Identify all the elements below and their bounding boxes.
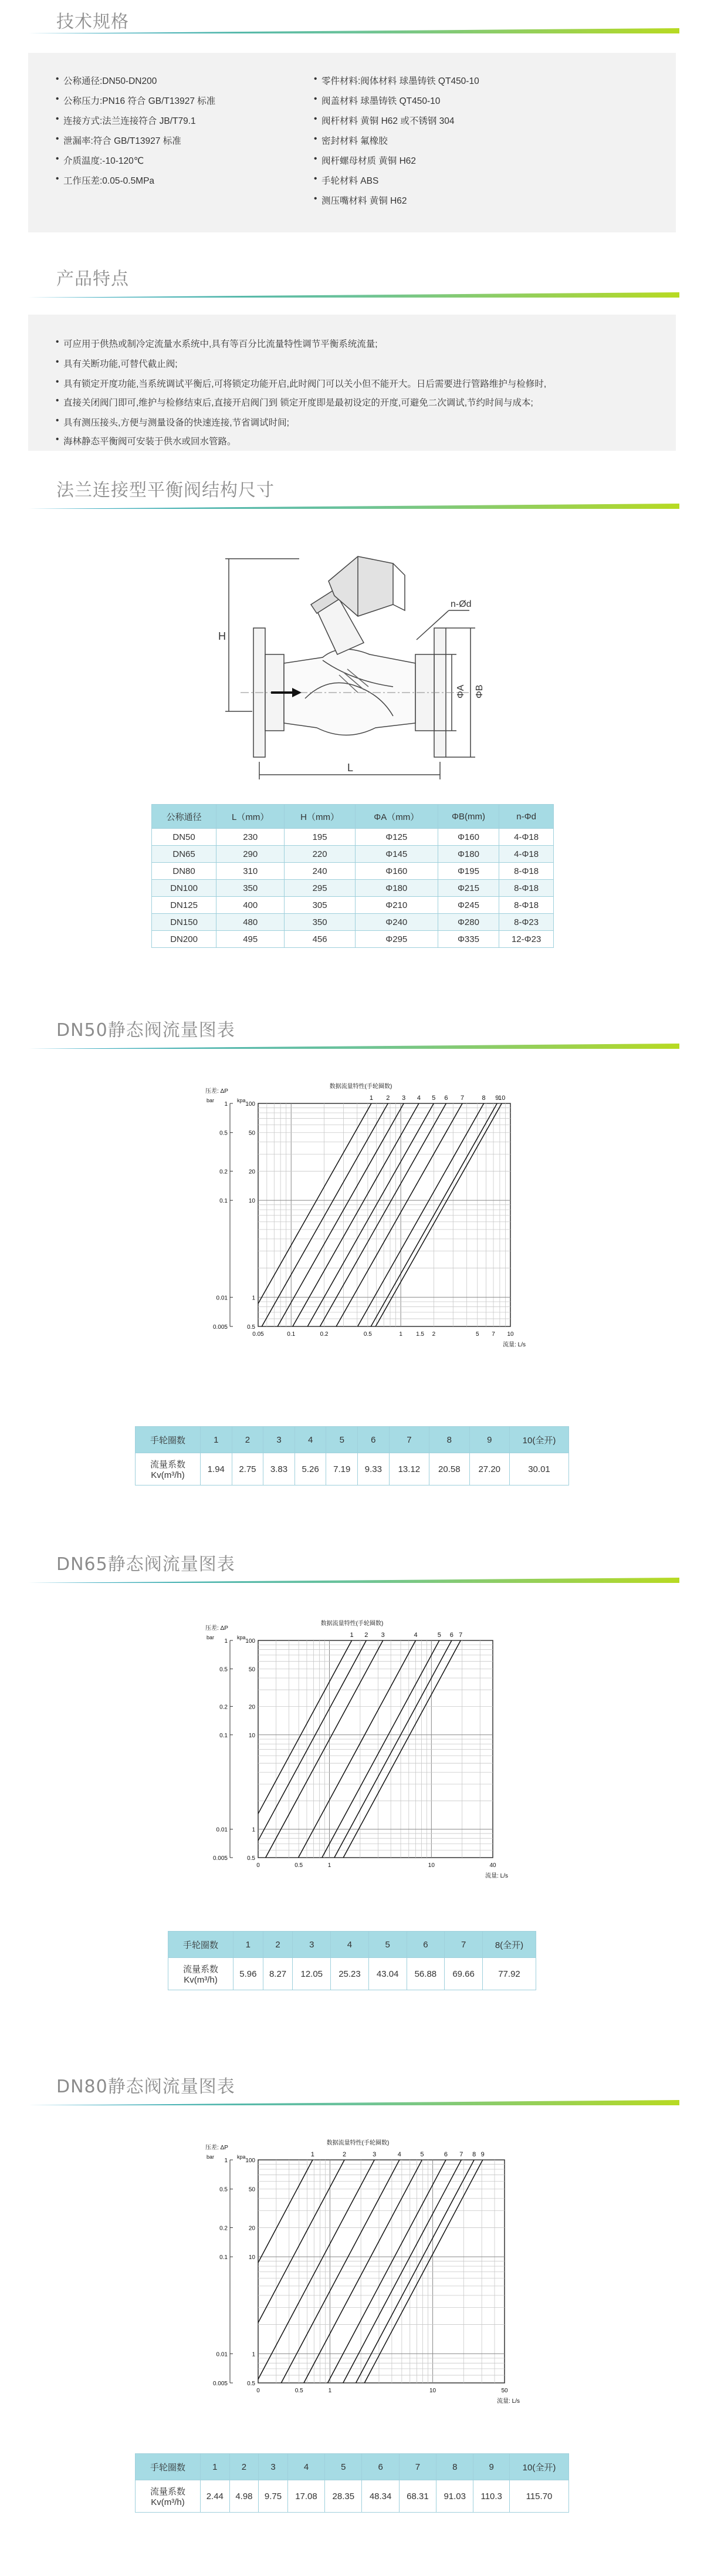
x-tick-label: 0.5 bbox=[295, 2388, 303, 2394]
kpa-tick-label: 100 bbox=[245, 1638, 255, 1645]
table-cell: 240 bbox=[285, 863, 356, 880]
chart-title: 数据流量特性(手轮圈数) bbox=[326, 2140, 390, 2146]
bar-unit-label: bar bbox=[207, 2154, 215, 2160]
kpa-unit-label: kpa bbox=[237, 1635, 246, 1640]
turns-cell: 7 bbox=[445, 1932, 483, 1958]
turns-cell: 3 bbox=[263, 1427, 295, 1453]
features-box bbox=[28, 315, 676, 451]
bar-unit-label: bar bbox=[207, 1098, 215, 1103]
spec-material: • 手轮材料 ABS bbox=[321, 174, 378, 187]
kv-cell: 2.75 bbox=[232, 1453, 263, 1485]
chart-title: 数据流量特性(手轮圈数) bbox=[329, 1083, 392, 1090]
table-cell: DN65 bbox=[152, 846, 216, 863]
x-tick-label: 0 bbox=[256, 2388, 260, 2394]
kv-cell: 13.12 bbox=[389, 1453, 429, 1485]
kv-cell: 17.08 bbox=[287, 2480, 324, 2513]
dn50-title: DN50静态阀流量图表 bbox=[56, 1020, 235, 1041]
turns-row bbox=[136, 2454, 569, 2480]
dim-h-label: H bbox=[218, 630, 226, 642]
feature-item: • 具有测压接头,方便与测量设备的快速连接,节省调试时间; bbox=[63, 416, 289, 428]
series-label: 9 bbox=[480, 2151, 485, 2158]
specs-title: 技术规格 bbox=[56, 12, 129, 32]
turns-cell: 4 bbox=[287, 2454, 324, 2480]
kv-cell: 9.33 bbox=[358, 1453, 390, 1485]
kv-cell: 5.26 bbox=[295, 1453, 326, 1485]
features-title-underline bbox=[28, 292, 679, 298]
series-label: 10 bbox=[498, 1095, 506, 1102]
table-cell: Φ245 bbox=[438, 897, 499, 914]
kv-cell: 115.70 bbox=[510, 2480, 569, 2513]
dn65-kv-table bbox=[168, 1931, 536, 1990]
table-cell: DN80 bbox=[152, 863, 216, 880]
kpa-unit-label: kpa bbox=[237, 1098, 246, 1103]
dimension-table-header bbox=[152, 805, 554, 829]
bar-tick-label: 0.005 bbox=[212, 1855, 228, 1862]
x-tick-label: 50 bbox=[501, 2388, 508, 2394]
table-cell: DN100 bbox=[152, 880, 216, 897]
table-cell: 195 bbox=[285, 829, 356, 846]
kpa-tick-label: 10 bbox=[248, 1198, 255, 1205]
kv-cell: 68.31 bbox=[399, 2480, 436, 2513]
bar-tick-label: 0.5 bbox=[219, 1130, 228, 1137]
series-label: 5 bbox=[420, 2151, 424, 2158]
kv-cell: 43.04 bbox=[368, 1958, 407, 1990]
kv-cell: 28.35 bbox=[325, 2480, 362, 2513]
table-cell: 8-Φ18 bbox=[499, 897, 554, 914]
series-label: 9 bbox=[495, 1095, 499, 1102]
kpa-tick-label: 20 bbox=[248, 1704, 255, 1711]
spec-item: • 公称通径:DN50-DN200 bbox=[63, 74, 157, 87]
turns-cell: 6 bbox=[358, 1427, 390, 1453]
series-label: 8 bbox=[482, 1095, 486, 1102]
kpa-tick-label: 50 bbox=[248, 1666, 255, 1673]
x-tick-label: 1 bbox=[399, 1331, 402, 1338]
series-label: 1 bbox=[350, 1632, 354, 1639]
x-tick-label: 0.2 bbox=[320, 1331, 329, 1338]
x-tick-label: 0 bbox=[256, 1862, 260, 1869]
column-header: n-Φd bbox=[499, 805, 554, 829]
series-label: 2 bbox=[343, 2151, 347, 2158]
kpa-tick-label: 20 bbox=[248, 2225, 255, 2232]
features-section bbox=[0, 264, 704, 464]
bar-tick-label: 0.2 bbox=[219, 1169, 228, 1176]
table-cell: Φ125 bbox=[355, 829, 438, 846]
series-label: 2 bbox=[386, 1095, 390, 1102]
series-label: 7 bbox=[459, 2151, 463, 2158]
features-title: 产品特点 bbox=[56, 269, 129, 289]
row-label: 手轮圈数 bbox=[136, 1427, 201, 1453]
spec-item: • 泄漏率:符合 GB/T13927 标准 bbox=[63, 134, 181, 147]
turns-cell: 6 bbox=[362, 2454, 399, 2480]
spec-material: • 阀杆螺母材质 黄铜 H62 bbox=[321, 154, 416, 167]
table-cell: Φ335 bbox=[438, 931, 499, 948]
series-label: 1 bbox=[310, 2151, 314, 2158]
kv-cell: 110.3 bbox=[473, 2480, 510, 2513]
bar-tick-label: 0.1 bbox=[219, 2254, 228, 2261]
turns-cell: 6 bbox=[407, 1932, 445, 1958]
bar-unit-label: bar bbox=[207, 1635, 215, 1640]
spec-material: • 密封材料 氟橡胶 bbox=[321, 134, 388, 147]
column-header: 公称通径 bbox=[152, 805, 216, 829]
table-row bbox=[152, 829, 554, 846]
table-cell: 495 bbox=[216, 931, 285, 948]
dimension-table bbox=[151, 804, 554, 948]
table-cell: 8-Φ18 bbox=[499, 880, 554, 897]
kv-cell: 2.44 bbox=[201, 2480, 230, 2513]
turns-cell: 9 bbox=[469, 1427, 510, 1453]
series-label: 3 bbox=[402, 1095, 406, 1102]
turns-cell: 1 bbox=[233, 1932, 263, 1958]
turns-cell: 2 bbox=[229, 2454, 259, 2480]
row-label: 手轮圈数 bbox=[136, 2454, 201, 2480]
y-axis-label: 压差: ΔP bbox=[205, 2145, 228, 2151]
table-cell: 290 bbox=[216, 846, 285, 863]
kv-row bbox=[136, 1453, 569, 1485]
kv-cell: 7.19 bbox=[326, 1453, 358, 1485]
table-cell: Φ280 bbox=[438, 914, 499, 931]
row-label: 手轮圈数 bbox=[168, 1932, 233, 1958]
spec-material: • 测压嘴材料 黄铜 H62 bbox=[321, 194, 407, 207]
series-label: 1 bbox=[369, 1095, 374, 1102]
kpa-tick-label: 1 bbox=[252, 2351, 255, 2358]
kpa-tick-label: 50 bbox=[248, 1130, 255, 1137]
table-cell: 310 bbox=[216, 863, 285, 880]
table-row bbox=[152, 880, 554, 897]
turns-cell: 5 bbox=[325, 2454, 362, 2480]
feature-item-continuation: • 直接关闭阀门即可,维护与检修结束后,直接开启阀门到 锁定开度即是最初设定的开度,可避免二次调试,节约时间与成本; bbox=[63, 396, 533, 408]
table-cell: Φ215 bbox=[438, 880, 499, 897]
spec-item: • 介质温度:-10-120℃ bbox=[63, 154, 144, 167]
turns-row bbox=[136, 1427, 569, 1453]
bar-tick-label: 0.1 bbox=[219, 1198, 228, 1205]
x-tick-label: 0.05 bbox=[252, 1331, 264, 1338]
kpa-tick-label: 1 bbox=[252, 1827, 255, 1834]
table-cell: Φ160 bbox=[355, 863, 438, 880]
table-cell: 456 bbox=[285, 931, 356, 948]
turns-cell: 5 bbox=[326, 1427, 358, 1453]
dn50-title-underline bbox=[28, 1044, 679, 1049]
feature-item: • 具有锁定开度功能,当系统调试平衡后,可将锁定功能开启,此时阀门可以关小但不能开大。日后需要进行管路维护与检修时, bbox=[63, 377, 546, 390]
table-cell: Φ210 bbox=[355, 897, 438, 914]
column-header: ΦA（mm） bbox=[355, 805, 438, 829]
x-tick-label: 0.1 bbox=[287, 1331, 296, 1338]
dn80-title-underline bbox=[28, 2100, 679, 2105]
dn65-flow-chart bbox=[188, 1617, 516, 1887]
x-axis-label: 流量: L/s bbox=[503, 1342, 526, 1348]
kpa-unit-label: kpa bbox=[237, 2154, 246, 2160]
x-tick-label: 0.5 bbox=[363, 1331, 372, 1338]
x-tick-label: 1 bbox=[328, 2388, 332, 2394]
x-axis-label: 流量: L/s bbox=[497, 2398, 520, 2405]
kv-cell: 8.27 bbox=[263, 1958, 293, 1990]
dn50-flow-chart bbox=[170, 1080, 546, 1373]
y-axis-label: 压差: ΔP bbox=[205, 1088, 228, 1095]
column-header: L（mm） bbox=[216, 805, 285, 829]
dn50-section bbox=[0, 1015, 704, 1555]
y-axis-label: 压差: ΔP bbox=[205, 1625, 228, 1632]
kpa-tick-label: 10 bbox=[248, 1732, 255, 1739]
dn80-section bbox=[0, 2072, 704, 2576]
table-cell: DN125 bbox=[152, 897, 216, 914]
series-label: 4 bbox=[414, 1632, 418, 1639]
kv-cell: 4.98 bbox=[229, 2480, 259, 2513]
table-cell: 8-Φ18 bbox=[499, 863, 554, 880]
dn50-kv-table bbox=[135, 1426, 569, 1485]
table-cell: 4-Φ18 bbox=[499, 829, 554, 846]
spec-item: • 连接方式:法兰连接符合 JB/T79.1 bbox=[63, 114, 196, 127]
chart-title: 数据流量特性(手轮圈数) bbox=[320, 1620, 384, 1627]
kv-cell: 27.20 bbox=[469, 1453, 510, 1485]
series-label: 3 bbox=[381, 1632, 385, 1639]
bar-tick-label: 0.2 bbox=[219, 1704, 228, 1711]
table-cell: 350 bbox=[216, 880, 285, 897]
kv-row bbox=[168, 1958, 536, 1990]
table-cell: 400 bbox=[216, 897, 285, 914]
series-label: 3 bbox=[373, 2151, 377, 2158]
dn65-title: DN65静态阀流量图表 bbox=[56, 1554, 235, 1575]
kpa-tick-label: 20 bbox=[248, 1169, 255, 1176]
series-label: 7 bbox=[461, 1095, 465, 1102]
turns-cell: 4 bbox=[295, 1427, 326, 1453]
table-cell: 220 bbox=[285, 846, 356, 863]
row-label: 流量系数Kv(m³/h) bbox=[168, 1958, 233, 1990]
turns-cell: 8 bbox=[436, 2454, 473, 2480]
series-label: 6 bbox=[444, 1095, 448, 1102]
table-cell: 305 bbox=[285, 897, 356, 914]
series-label: 6 bbox=[444, 2151, 448, 2158]
bar-tick-label: 0.5 bbox=[219, 2186, 228, 2193]
turns-cell: 3 bbox=[293, 1932, 331, 1958]
spec-material: • 零件材料:阀体材料 球墨铸铁 QT450-10 bbox=[321, 74, 479, 87]
valve-drawing bbox=[217, 540, 493, 786]
table-row bbox=[152, 931, 554, 948]
kv-cell: 91.03 bbox=[436, 2480, 473, 2513]
structure-title: 法兰连接型平衡阀结构尺寸 bbox=[56, 480, 275, 501]
dim-nd-label: n-Ød bbox=[451, 599, 472, 609]
bar-tick-label: 0.01 bbox=[216, 1827, 228, 1834]
x-tick-label: 1.5 bbox=[416, 1331, 424, 1338]
kv-cell: 30.01 bbox=[510, 1453, 569, 1485]
turns-cell: 7 bbox=[389, 1427, 429, 1453]
series-label: 2 bbox=[364, 1632, 368, 1639]
spec-material: • 阀杆材料 黄铜 H62 或不锈钢 304 bbox=[321, 114, 455, 127]
kv-cell: 69.66 bbox=[445, 1958, 483, 1990]
bar-tick-label: 1 bbox=[224, 1101, 228, 1108]
row-label: 流量系数Kv(m³/h) bbox=[136, 1453, 201, 1485]
table-row bbox=[152, 914, 554, 931]
table-row bbox=[152, 846, 554, 863]
turns-cell: 1 bbox=[201, 1427, 232, 1453]
column-header: H（mm） bbox=[285, 805, 356, 829]
turns-cell: 9 bbox=[473, 2454, 510, 2480]
dn80-title: DN80静态阀流量图表 bbox=[56, 2077, 235, 2097]
turns-cell: 2 bbox=[232, 1427, 263, 1453]
turns-cell: 3 bbox=[259, 2454, 288, 2480]
kv-cell: 56.88 bbox=[407, 1958, 445, 1990]
bar-tick-label: 0.2 bbox=[219, 2225, 228, 2232]
kv-cell: 48.34 bbox=[362, 2480, 399, 2513]
x-tick-label: 10 bbox=[428, 1862, 435, 1869]
kv-cell: 25.23 bbox=[331, 1958, 369, 1990]
kv-cell: 20.58 bbox=[429, 1453, 469, 1485]
table-cell: 12-Φ23 bbox=[499, 931, 554, 948]
turns-cell: 8 bbox=[429, 1427, 469, 1453]
dn65-title-underline bbox=[28, 1578, 679, 1583]
bar-tick-label: 0.01 bbox=[216, 1295, 228, 1302]
series-label: 6 bbox=[449, 1632, 453, 1639]
specs-box bbox=[28, 53, 676, 232]
bar-tick-label: 0.005 bbox=[212, 1324, 228, 1331]
kpa-tick-label: 100 bbox=[245, 2158, 255, 2164]
kpa-tick-label: 50 bbox=[248, 2186, 255, 2193]
dim-a-label: ΦA bbox=[456, 684, 466, 698]
series-label: 7 bbox=[459, 1632, 463, 1639]
dim-b-label: ΦB bbox=[475, 684, 485, 698]
table-cell: DN150 bbox=[152, 914, 216, 931]
bar-tick-label: 1 bbox=[224, 1638, 228, 1645]
kv-cell: 12.05 bbox=[293, 1958, 331, 1990]
x-axis-label: 流量: L/s bbox=[485, 1873, 508, 1879]
table-cell: Φ240 bbox=[355, 914, 438, 931]
table-cell: 230 bbox=[216, 829, 285, 846]
spec-item: • 工作压差:0.05-0.5MPa bbox=[63, 174, 154, 187]
dn65-section bbox=[0, 1549, 704, 2060]
table-cell: 350 bbox=[285, 914, 356, 931]
feature-item: • 具有关断功能,可替代截止阀; bbox=[63, 357, 178, 370]
series-label: 4 bbox=[397, 2151, 401, 2158]
x-tick-label: 10 bbox=[507, 1331, 514, 1338]
table-cell: Φ160 bbox=[438, 829, 499, 846]
series-label: 5 bbox=[432, 1095, 436, 1102]
x-tick-label: 40 bbox=[489, 1862, 496, 1869]
turns-cell: 10(全开) bbox=[510, 1427, 569, 1453]
feature-item: • 海林静态平衡阀可安装于供水或回水管路。 bbox=[63, 434, 236, 447]
structure-section bbox=[0, 475, 704, 980]
turns-cell: 5 bbox=[368, 1932, 407, 1958]
table-cell: Φ180 bbox=[355, 880, 438, 897]
x-tick-label: 0.5 bbox=[295, 1862, 303, 1869]
plot-area bbox=[258, 1103, 510, 1326]
kpa-tick-label: 0.5 bbox=[247, 1855, 255, 1862]
turns-row bbox=[168, 1932, 536, 1958]
kpa-tick-label: 100 bbox=[245, 1101, 255, 1108]
structure-title-underline bbox=[28, 504, 679, 509]
column-header: ΦB(mm) bbox=[438, 805, 499, 829]
kv-cell: 1.94 bbox=[201, 1453, 232, 1485]
x-tick-label: 7 bbox=[492, 1331, 495, 1338]
series-label: 8 bbox=[472, 2151, 476, 2158]
bar-tick-label: 0.005 bbox=[212, 2381, 228, 2387]
bar-tick-label: 0.1 bbox=[219, 1732, 228, 1739]
specs-section bbox=[0, 0, 704, 264]
turns-cell: 7 bbox=[399, 2454, 436, 2480]
x-tick-label: 5 bbox=[475, 1331, 479, 1338]
table-cell: Φ195 bbox=[438, 863, 499, 880]
table-cell: Φ295 bbox=[355, 931, 438, 948]
turns-cell: 2 bbox=[263, 1932, 293, 1958]
kpa-tick-label: 1 bbox=[252, 1295, 255, 1302]
feature-item: • 可应用于供热或制冷定流量水系统中,具有等百分比流量特性调节平衡系统流量; bbox=[63, 337, 378, 350]
table-cell: DN50 bbox=[152, 829, 216, 846]
turns-cell: 1 bbox=[201, 2454, 230, 2480]
turns-cell: 4 bbox=[331, 1932, 369, 1958]
kpa-tick-label: 10 bbox=[248, 2254, 255, 2261]
x-tick-label: 2 bbox=[432, 1331, 436, 1338]
table-row bbox=[152, 897, 554, 914]
kv-row bbox=[136, 2480, 569, 2513]
table-cell: Φ145 bbox=[355, 846, 438, 863]
x-tick-label: 10 bbox=[429, 2388, 436, 2394]
spec-item: • 公称压力:PN16 符合 GB/T13927 标准 bbox=[63, 94, 215, 107]
row-label: 流量系数Kv(m³/h) bbox=[136, 2480, 201, 2513]
kv-cell: 3.83 bbox=[263, 1453, 295, 1485]
kpa-tick-label: 0.5 bbox=[247, 1324, 255, 1331]
table-cell: 8-Φ23 bbox=[499, 914, 554, 931]
table-cell: 4-Φ18 bbox=[499, 846, 554, 863]
table-cell: DN200 bbox=[152, 931, 216, 948]
table-cell: 480 bbox=[216, 914, 285, 931]
kpa-tick-label: 0.5 bbox=[247, 2381, 255, 2387]
table-cell: 295 bbox=[285, 880, 356, 897]
bar-tick-label: 0.01 bbox=[216, 2351, 228, 2358]
turns-cell: 10(全开) bbox=[510, 2454, 569, 2480]
kv-cell: 77.92 bbox=[483, 1958, 536, 1990]
kv-cell: 9.75 bbox=[259, 2480, 288, 2513]
x-tick-label: 1 bbox=[327, 1862, 331, 1869]
kv-cell: 5.96 bbox=[233, 1958, 263, 1990]
table-row bbox=[152, 863, 554, 880]
dn80-flow-chart bbox=[188, 2136, 528, 2412]
dim-l-label: L bbox=[347, 762, 354, 774]
bar-tick-label: 1 bbox=[224, 2158, 228, 2164]
bar-tick-label: 0.5 bbox=[219, 1666, 228, 1673]
series-label: 5 bbox=[437, 1632, 441, 1639]
dn80-kv-table bbox=[135, 2453, 569, 2513]
spec-material: • 阀盖材料 球墨铸铁 QT450-10 bbox=[321, 94, 440, 107]
turns-cell: 8(全开) bbox=[483, 1932, 536, 1958]
table-cell: Φ180 bbox=[438, 846, 499, 863]
series-label: 4 bbox=[417, 1095, 421, 1102]
